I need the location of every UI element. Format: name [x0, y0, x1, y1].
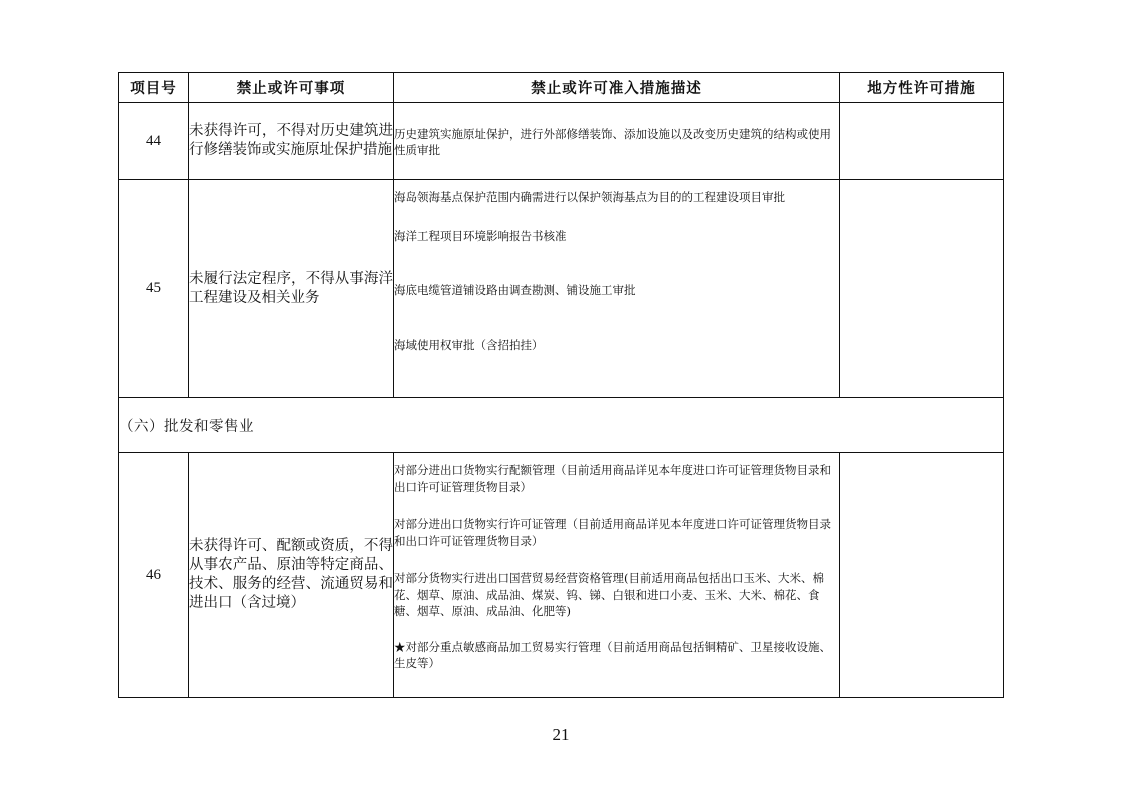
- header-local-measures: 地方性许可措施: [840, 73, 1004, 103]
- row-local-measures: [840, 103, 1004, 180]
- row-measures: [394, 453, 840, 698]
- table-row: [119, 180, 1004, 398]
- row-matter: 未履行法定程序，不得从事海洋工程建设及相关业务: [189, 180, 394, 398]
- table-row: [119, 103, 1004, 180]
- header-item-number: 项目号: [119, 73, 189, 103]
- measure-text: 历史建筑实施原址保护，进行外部修缮装饰、添加设施以及改变历史建筑的结构或使用性质审批: [394, 126, 831, 157]
- section-title: （六）批发和零售业: [119, 398, 1004, 453]
- measure-text: 对部分进出口货物实行配额管理（目前适用商品详见本年度进口许可证管理货物目录和出口许可证管理货物目录）: [394, 463, 831, 494]
- row-number: 44: [119, 103, 189, 180]
- table-header-row: [119, 73, 1004, 103]
- row-measures: [394, 103, 840, 180]
- row-local-measures: [840, 180, 1004, 398]
- row-matter: 未获得许可、配额或资质，不得从事农产品、原油等特定商品、技术、服务的经营、流通贸易和进出口（含过境）: [189, 453, 394, 698]
- measure-text: 海洋工程项目环境影响报告书核准: [394, 228, 567, 243]
- row-number: 46: [119, 453, 189, 698]
- header-matter: 禁止或许可事项: [189, 73, 394, 103]
- row-number: 45: [119, 180, 189, 398]
- page-number: 21: [552, 725, 570, 744]
- measure-text: 海域使用权审批（含招拍挂）: [394, 337, 544, 352]
- section-row: [119, 398, 1004, 453]
- row-measures: [394, 180, 840, 398]
- table-row: [119, 453, 1004, 698]
- measure-text: 海底电缆管道铺设路由调查勘测、铺设施工审批: [394, 283, 636, 297]
- regulation-table: [118, 72, 1004, 698]
- measure-text: ★对部分重点敏感商品加工贸易实行管理（目前适用商品包括铜精矿、卫星接收设施、生皮等）: [394, 639, 831, 670]
- row-local-measures: [840, 453, 1004, 698]
- header-measure-description: 禁止或许可准入措施描述: [394, 73, 840, 103]
- measure-text: 海岛领海基点保护范围内确需进行以保护领海基点为目的的工程建设项目审批: [394, 190, 785, 204]
- measure-text: 对部分进出口货物实行许可证管理（目前适用商品详见本年度进口许可证管理货物目录和出口许可证管理货物目录）: [394, 517, 831, 548]
- row-matter: 未获得许可，不得对历史建筑进行修缮装饰或实施原址保护措施: [189, 103, 394, 180]
- measure-text: 对部分货物实行进出口国营贸易经营资格管理(目前适用商品包括出口玉米、大米、棉花、烟草、原油、成品油、煤炭、钨、锑、白银和进口小麦、玉米、大米、棉花、食糖、烟草、原油、成品油、化肥等): [394, 571, 824, 618]
